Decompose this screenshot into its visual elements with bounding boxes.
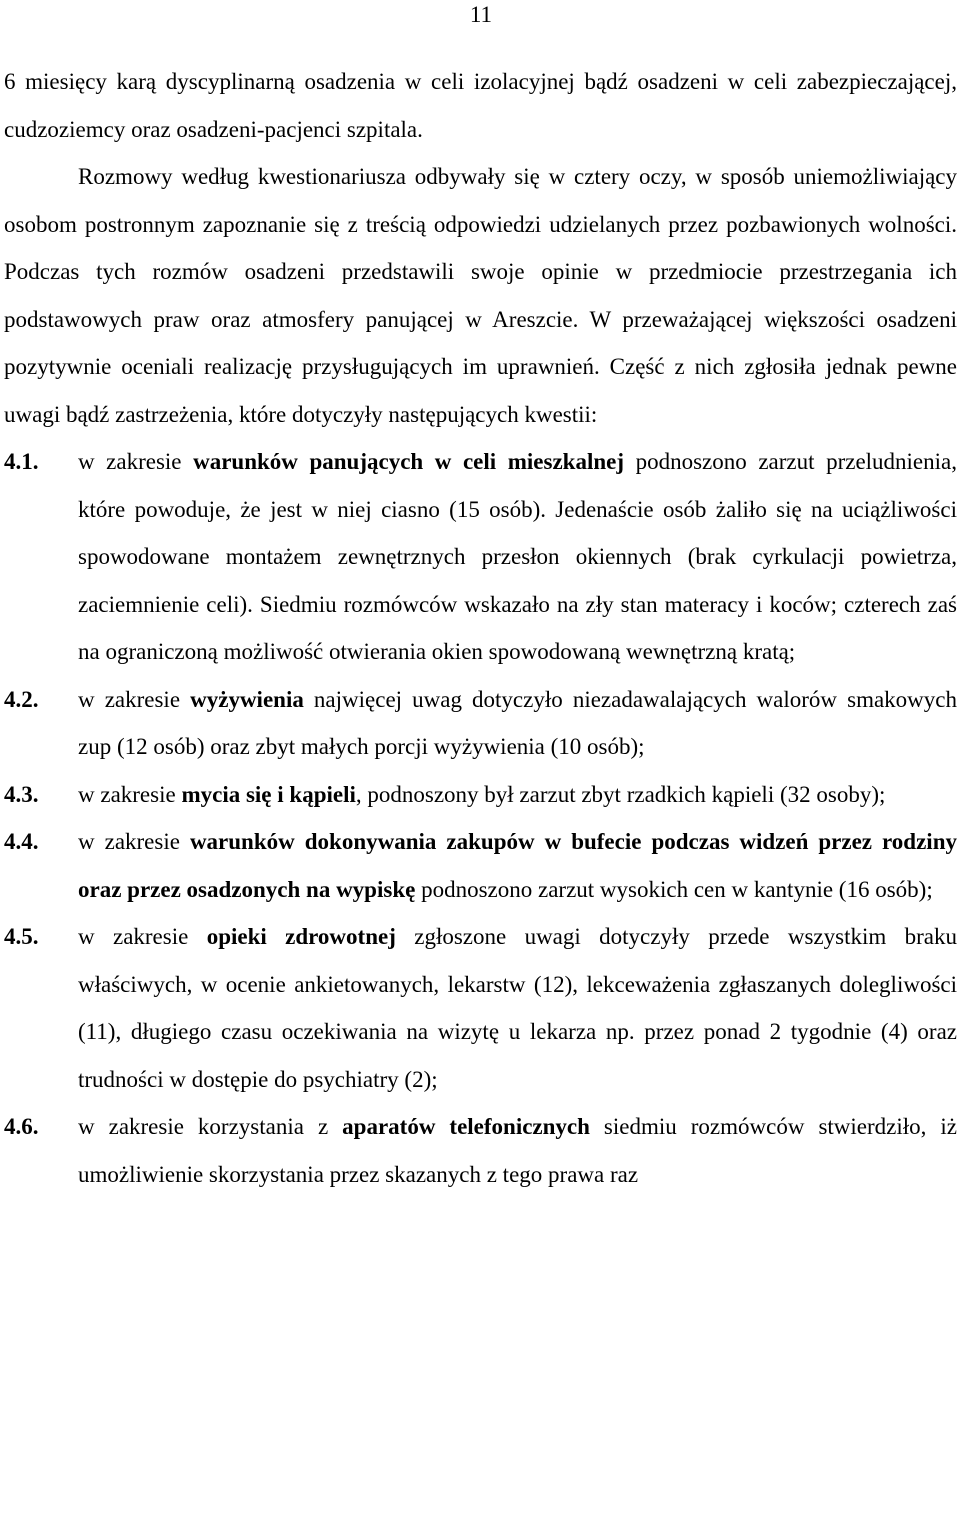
text-prefix: w zakresie [78,924,207,949]
list-item-text [78,771,957,819]
text-emphasis: warunków dokonywania zakupów w bufecie podczas widzeń przez rodziny oraz przez osadzonych na wypiskę [78,829,957,902]
intro-paragraph-continuation: 6 miesięcy karą dyscyplinarną osadzenia w celi izolacyjnej bądź osadzeni w celi zabezpieczającej, cudzoziemcy oraz osadzeni-pacjenci szpitala. [4,69,957,142]
list-item-text [78,438,957,676]
text-prefix: w zakresie [78,449,194,474]
text-emphasis: warunków panujących w celi mieszkalnej [193,449,625,474]
list-item-number: 4.5. [4,924,39,949]
text-prefix: w zakresie korzystania z [78,1114,343,1139]
text-emphasis: aparatów telefonicznych [342,1114,590,1139]
text-prefix: w zakresie [78,829,190,854]
list-item-4-2 [4,676,957,771]
page-number: 11 [469,2,492,27]
list-item-4-5 [4,913,957,1103]
text-prefix: w zakresie [78,781,182,807]
text-suffix: siedmiu rozmówców stwierdziło, iż umożliwienie skorzystania przez skazanych z tego prawa raz [78,1114,957,1187]
list-item-4-6 [4,1103,957,1198]
text-prefix: w zakresie [78,686,191,712]
list-item-text [78,818,957,913]
text-suffix: najwięcej uwag dotyczyło niezadawalających walorów smakowych zup (12 osób) oraz zbyt małych porcji wyżywienia (10 osób); [78,686,957,759]
intro-paragraph-interviews [4,153,957,438]
text-emphasis: wyżywienia [190,686,304,712]
list-item-number: 4.2. [4,686,39,712]
text-emphasis: opieki zdrowotnej [206,924,396,949]
list-item-number: 4.6. [4,1114,39,1139]
text-suffix: , podnoszony był zarzut zbyt rzadkich kąpieli (32 osoby); [355,781,886,807]
list-item-text [78,676,957,771]
text-suffix: podnoszono zarzut przeludnienia, które powoduje, że jest w niej ciasno (15 osób). Jedenaście osób żaliło się na uciążliwości spowodowane montażem zewnętrznych przesłon okiennych (brak cyrkulacji powietrza, zaciemnienie celi). Siedmiu rozmówców wskazało na zły stan materacy i koców; czterech zaś na ograniczoną możliwość otwierania okien spowodowaną wewnętrzną kratą; [78,449,957,664]
list-item-text [78,1103,957,1198]
list-item-4-1 [4,438,957,676]
text-suffix: zgłoszone uwagi dotyczyły przede wszystkim braku właściwych, w ocenie ankietowanych, lekarstw (12), lekceważenia zgłaszanych dolegliwości (11), długiego czasu oczekiwania na wizytę u lekarza np. przez ponad 2 tygodnie (4) oraz trudności w dostępie do psychiatry (2); [78,924,957,1092]
list-item-number: 4.1. [4,449,39,474]
document-body [4,58,957,1198]
text-suffix: podnoszono zarzut wysokich cen w kantynie (16 osób); [415,876,933,902]
list-item-text [78,913,957,1103]
list-item-4-4 [4,818,957,913]
list-item-4-3 [4,771,957,819]
interviews-text: Rozmowy według kwestionariusza odbywały się w cztery oczy, w sposób uniemożliwiający osobom postronnym zapoznanie się z treścią odpowiedzi udzielanych przez pozbawionych wolności. Podczas tych rozmów osadzeni przedstawili swoje opinie w przedmiocie przestrzegania ich podstawowych praw oraz atmosfery panującej w Areszcie. W przeważającej większości osadzeni pozytywnie oceniali realizację przysługujących im uprawnień. Część z nich zgłosiła jednak pewne uwagi bądź zastrzeżenia, które dotyczyły następujących kwestii: [4,164,957,427]
text-emphasis: mycia się i kąpieli [181,781,356,807]
list-item-number: 4.4. [4,829,39,854]
list-item-number: 4.3. [4,781,39,807]
